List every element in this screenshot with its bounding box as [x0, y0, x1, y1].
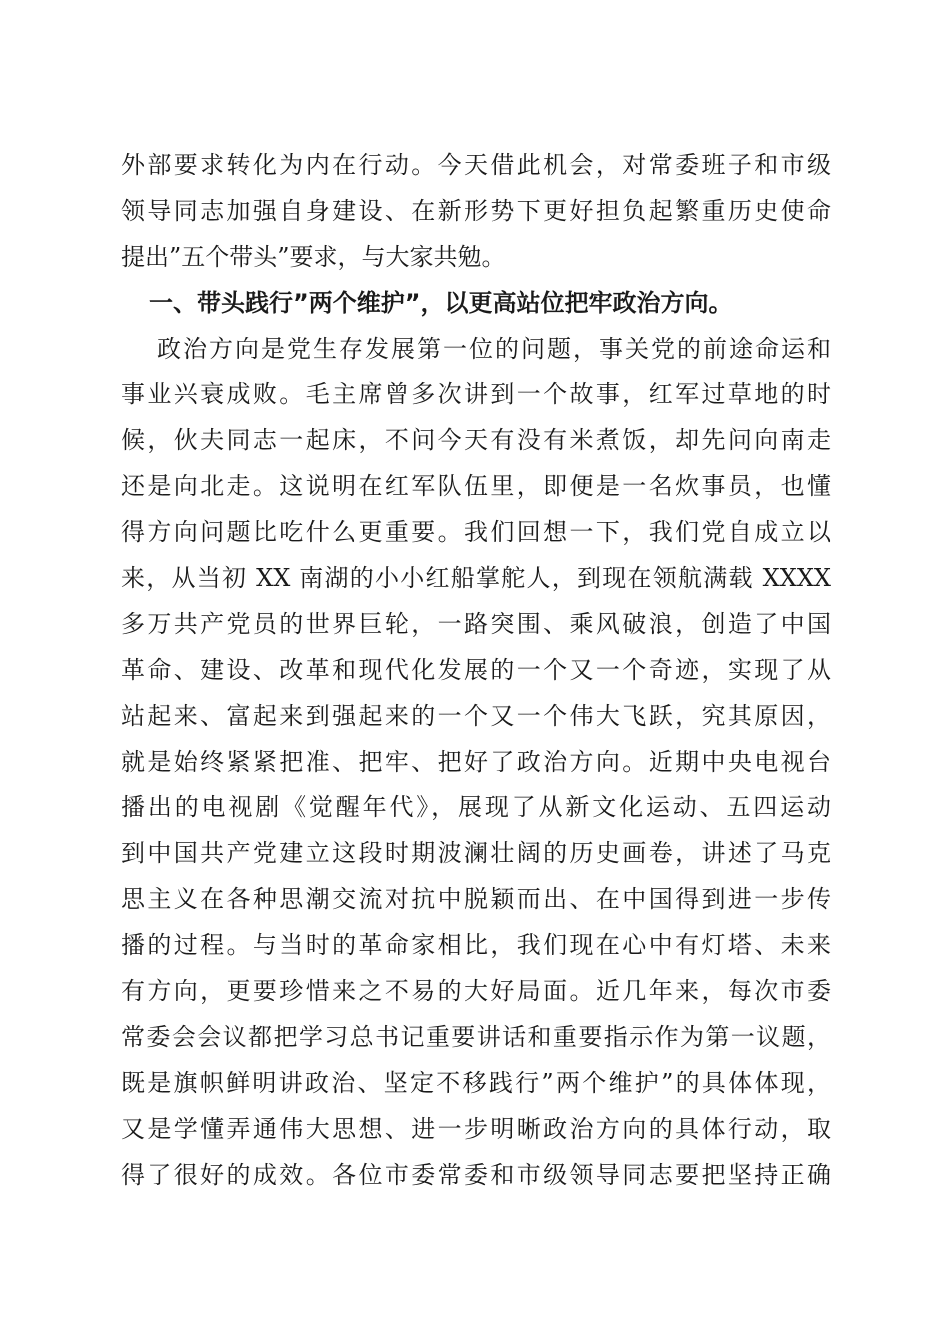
intro-paragraph: [121, 143, 831, 281]
text-line: 提出”五个带头”要求，与大家共勉。: [121, 242, 506, 271]
text-line: 站起来、富起来到强起来的一个又一个伟大飞跃，究其原因，: [121, 701, 831, 730]
text-line: 又是学懂弄通伟大思想、进一步明晰政治方向的具体行动，取: [121, 1114, 831, 1143]
text-line: 还是向北走。这说明在红军队伍里，即便是一名炊事员，也懂: [121, 472, 831, 501]
text-line: 既是旗帜鲜明讲政治、坚定不移践行”两个维护”的具体体现，: [121, 1068, 831, 1097]
text-line: 得方向问题比吃什么更重要。我们回想一下，我们党自成立以: [121, 518, 831, 547]
document-body: [121, 143, 831, 1198]
text-line: 到中国共产党建立这段时期波澜壮阔的历史画卷，讲述了马克: [121, 839, 831, 868]
section-heading: 一、带头践行”两个维护”，以更高站位把牢政治方向。: [149, 288, 733, 317]
text-line: 候，伙夫同志一起床，不问今天有没有米煮饭，却先问向南走: [121, 426, 831, 455]
text-line: 思主义在各种思潮交流对抗中脱颖而出、在中国得到进一步传: [121, 885, 831, 914]
body-paragraph: [121, 327, 831, 1199]
text-line: 就是始终紧紧把准、把牢、把好了政治方向。近期中央电视台: [121, 747, 831, 776]
text-line: 播的过程。与当时的革命家相比，我们现在心中有灯塔、未来: [121, 931, 831, 960]
text-line: 来，从当初 XX 南湖的小小红船掌舵人，到现在领航满载 XXXX: [121, 564, 831, 593]
text-line: 得了很好的成效。各位市委常委和市级领导同志要把坚持正确: [121, 1160, 831, 1189]
text-line: 革命、建设、改革和现代化发展的一个又一个奇迹，实现了从: [121, 655, 831, 684]
text-line: 播出的电视剧《觉醒年代》，展现了从新文化运动、五四运动: [121, 793, 831, 822]
text-line: 有方向，更要珍惜来之不易的大好局面。近几年来，每次市委: [121, 977, 831, 1006]
text-line: 多万共产党员的世界巨轮，一路突围、乘风破浪，创造了中国: [121, 609, 831, 638]
text-line: 外部要求转化为内在行动。今天借此机会，对常委班子和市级: [121, 151, 831, 179]
text-line: 领导同志加强自身建设、在新形势下更好担负起繁重历史使命: [121, 196, 831, 225]
text-line: 事业兴衰成败。毛主席曾多次讲到一个故事，红军过草地的时: [121, 380, 831, 409]
text-line: 政治方向是党生存发展第一位的问题，事关党的前途命运和: [157, 334, 831, 363]
text-line: 常委会会议都把学习总书记重要讲话和重要指示作为第一议题，: [121, 1022, 831, 1051]
